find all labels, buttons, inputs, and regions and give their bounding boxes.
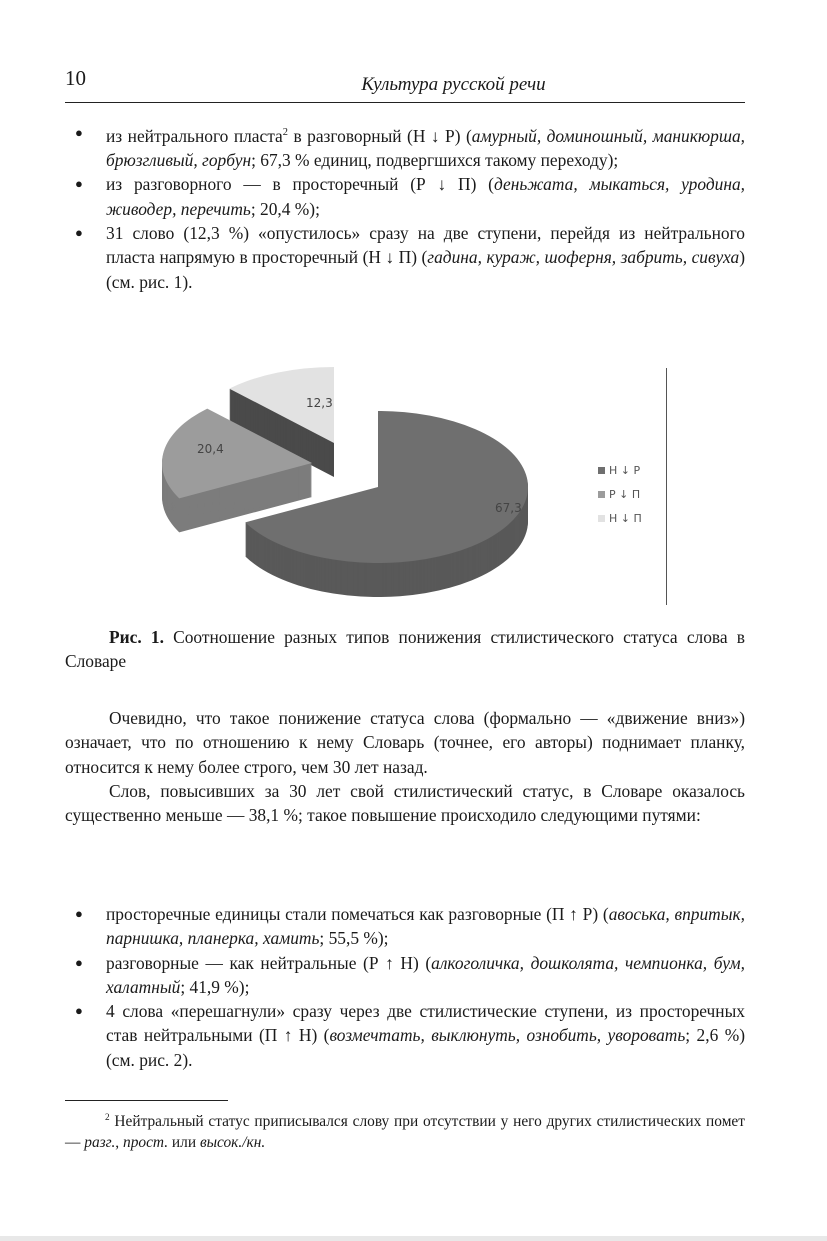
legend-swatch — [598, 467, 605, 474]
legend-label: Н ↓ Р — [609, 463, 641, 477]
paragraph: Очевидно, что такое понижение статуса слова (формально — «движение вниз») означает, что по отношению к нему Словарь (точнее, его авторы) поднимает планку, относится к нему более строго, чем 30 лет назад. — [65, 708, 745, 777]
running-title: Культура русской речи — [361, 74, 546, 95]
pie-data-label: 12,3 — [306, 396, 333, 410]
list-item: ● 31 слово (12,3 %) «опустилось» сразу на две ступени, перейдя из нейтрального пласта напрямую в просторечный (Н ↓ П) (гадина, кураж, шоферня, забрить, сивуха) (см. рис. 1). — [75, 221, 745, 294]
bullet-list-upgrades — [75, 902, 745, 1072]
list-item: ● просторечные единицы стали помечаться как разговорные (П ↑ Р) (авоська, впритык, парнишка, планерка, хамить; 55,5 %); — [75, 902, 745, 951]
list-item: ● из разговорного — в просторечный (Р ↓ П) (деньжата, мыкаться, уродина, живодер, перечить; 20,4 %); — [75, 172, 745, 221]
page-edge — [0, 1236, 827, 1241]
list-item: ● разговорные — как нейтральные (Р ↑ Н) (алкоголичка, дошколята, чемпионка, бум, халатный; 41,9 %); — [75, 951, 745, 1000]
legend-entry — [598, 458, 642, 482]
pie-data-label: 67,3 — [495, 501, 522, 515]
page-number: 10 — [65, 66, 86, 90]
paragraph: Слов, повысивших за 30 лет свой стилистический статус, в Словаре оказалось существенно меньше — 38,1 %; такое повышение происходило следующими путями: — [65, 780, 745, 826]
legend-label: Р ↓ П — [609, 487, 641, 501]
legend-entry — [598, 506, 642, 530]
body-text — [65, 706, 745, 827]
chart-legend — [598, 458, 642, 530]
legend-swatch — [598, 515, 605, 522]
pie-data-label: 20,4 — [197, 442, 224, 456]
chart-border — [666, 368, 667, 605]
footnote-rule — [65, 1100, 228, 1101]
figure-caption: Рис. 1. Соотношение разных типов понижения стилистического статуса слова в Словаре — [65, 627, 745, 672]
list-item: ● из нейтрального пласта$^2$ в разговорный (Н ↓ Р) (амурный, доминошный, маникюрша, брюзгливый, горбун; 67,3 % единиц, подвергшихся такому переходу); — [75, 121, 745, 172]
legend-entry — [598, 482, 642, 506]
list-item: ● 4 слова «перешагнули» сразу через две стилистические ступени, из просторечных став нейтральными (П ↑ Н) (возмечтать, выклюнуть, ознобить, уворовать; 2,6 %) (см. рис. 2). — [75, 999, 745, 1072]
legend-swatch — [598, 491, 605, 498]
bullet-list-downgrades — [75, 121, 745, 294]
legend-label: Н ↓ П — [609, 511, 642, 525]
header-rule — [65, 102, 745, 103]
footnote: $^2$ Нейтральный статус приписывался слову при отсутствии у него других стилистических помет — разг., прост. или высок./кн. — [65, 1112, 745, 1152]
